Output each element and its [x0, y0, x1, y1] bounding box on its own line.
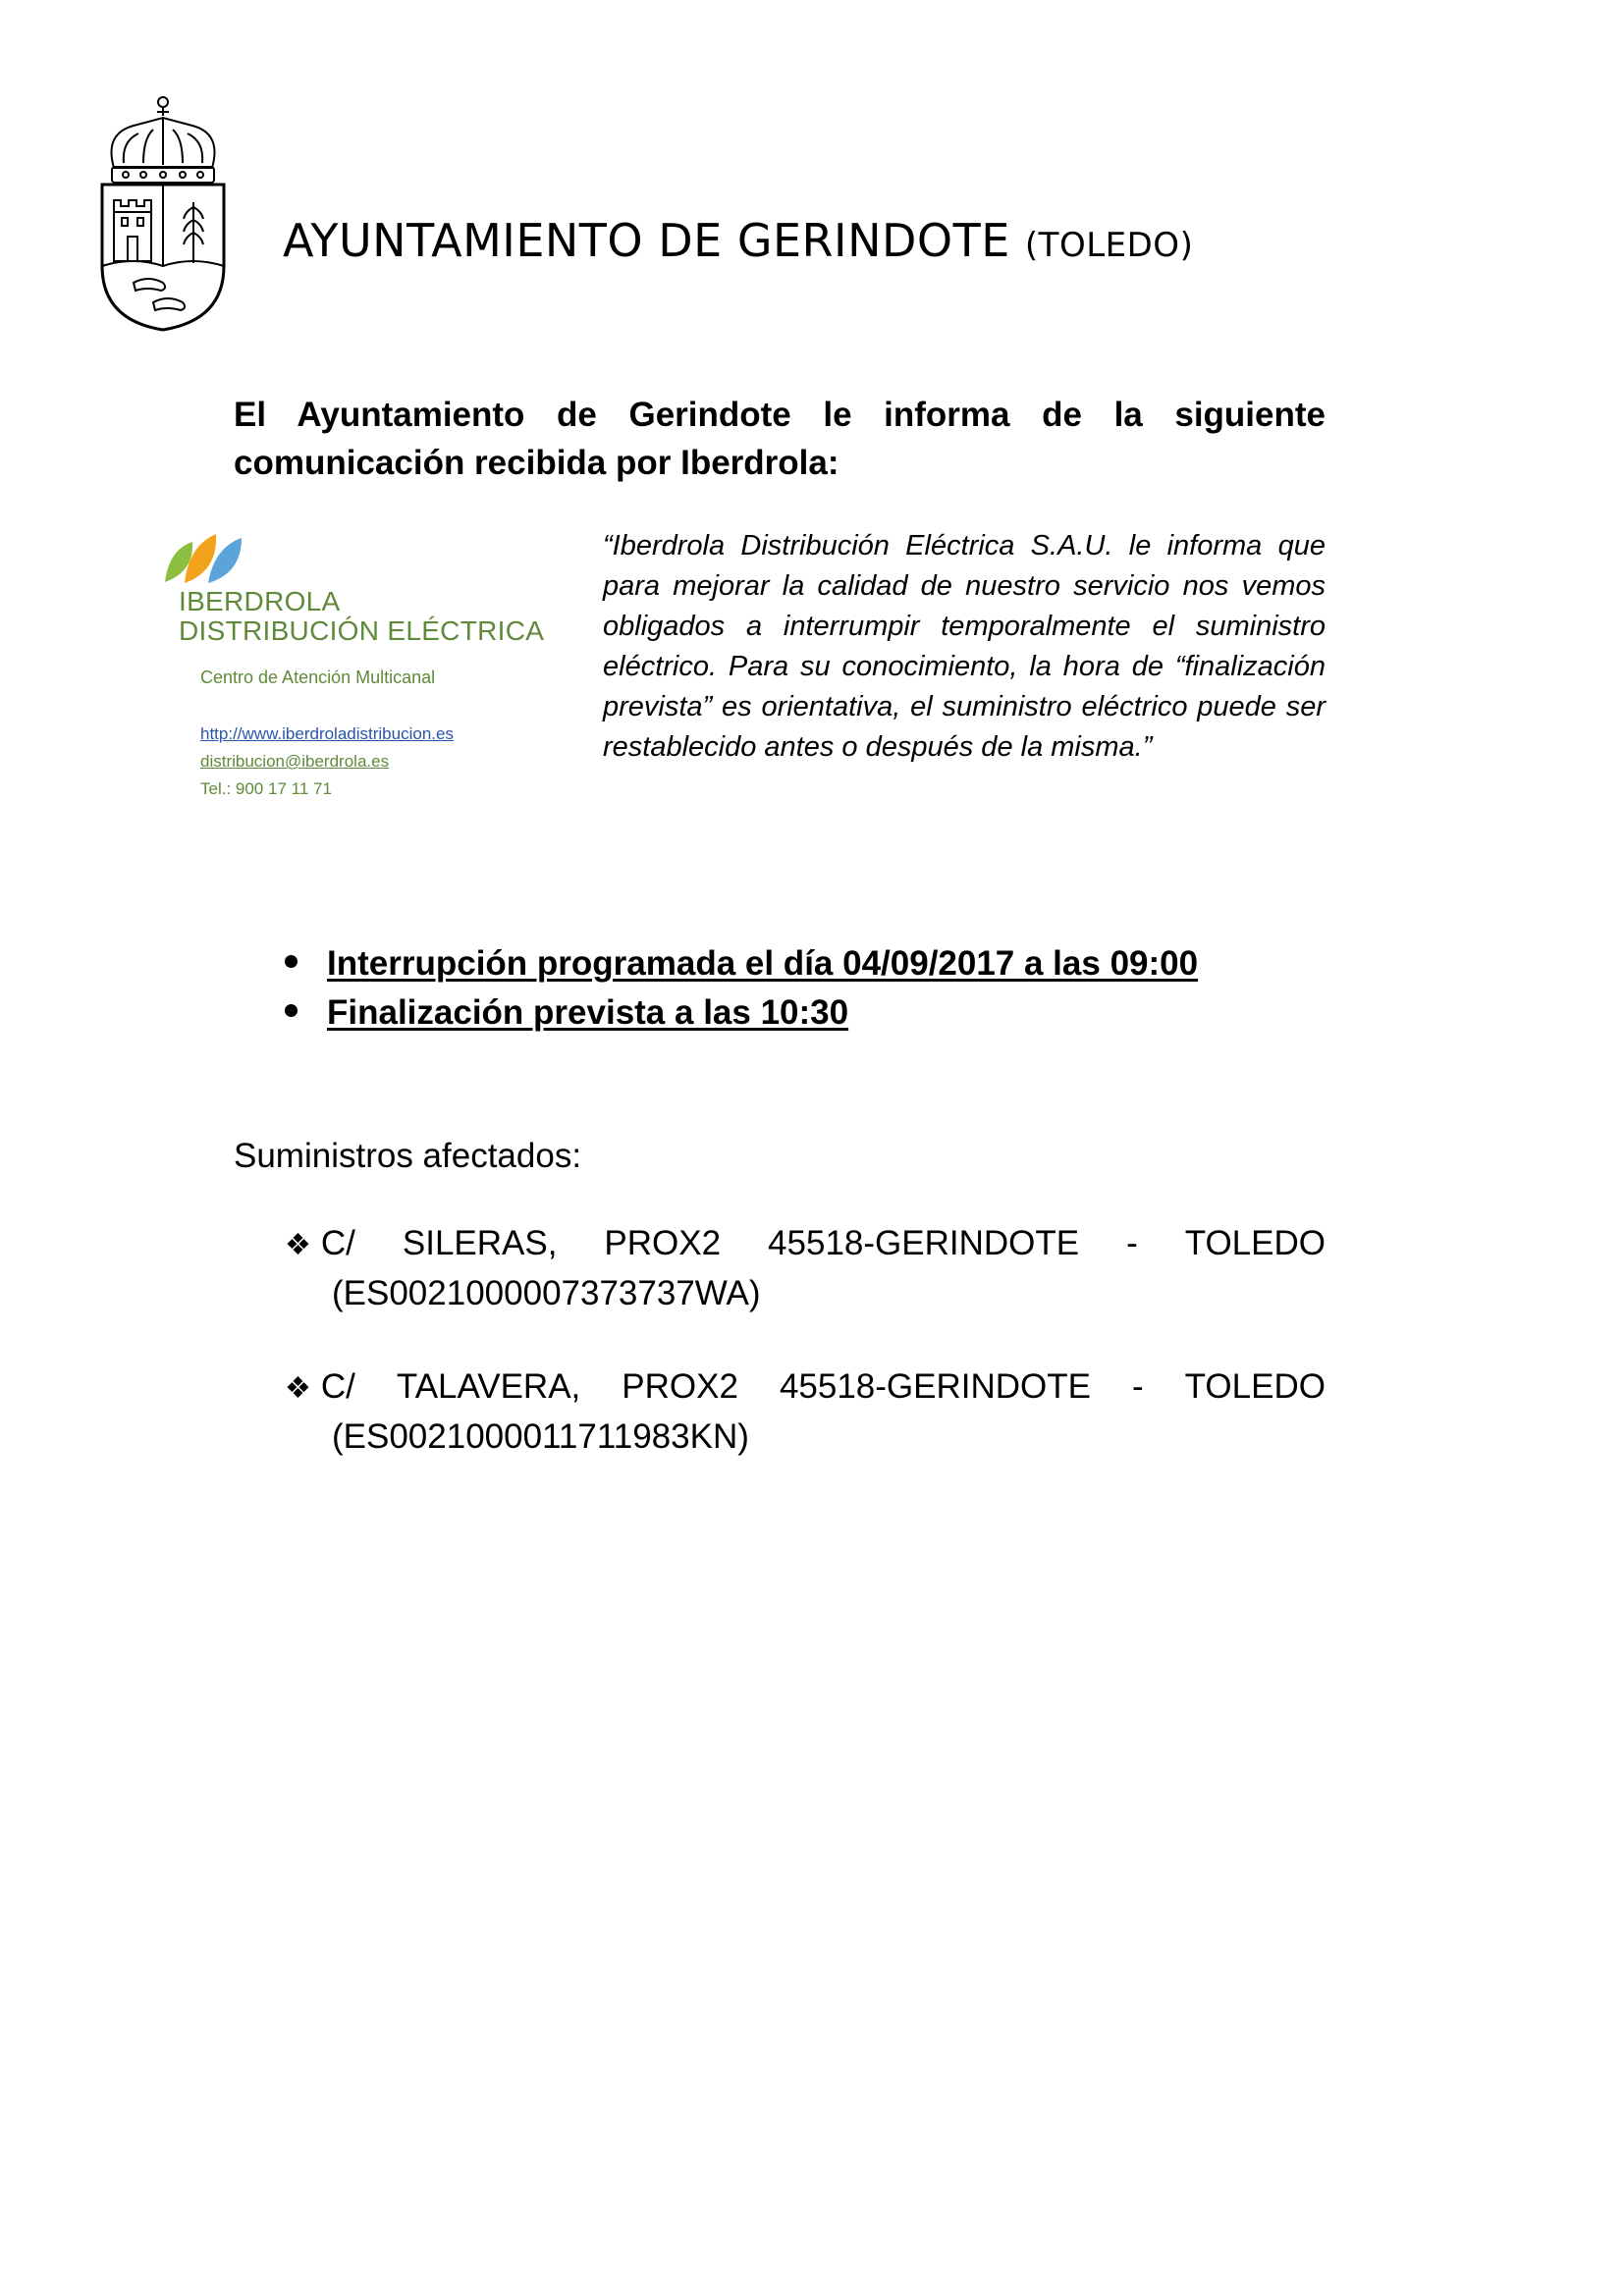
supply-part: TOLEDO [1184, 1224, 1326, 1262]
coat-of-arms-logo [94, 94, 232, 332]
supply-code: (ES0021000011711983KN) [332, 1417, 749, 1456]
iberdrola-phone: Tel.: 900 17 11 71 [200, 779, 332, 798]
supply-part: PROX2 [604, 1224, 722, 1262]
supply-part: 45518-GERINDOTE [768, 1224, 1080, 1262]
iberdrola-email-link[interactable]: distribucion@iberdrola.es [200, 752, 390, 771]
iberdrola-quote: “Iberdrola Distribución Eléctrica S.A.U. le informa que para mejorar la calidad de nuestro servicio nos vemos obligados a interrumpir temporalmente el suministro eléctrico. Para su conocimiento, la hora de “finalización prevista” es orientativa, el suministro eléctrico puede ser restablecido antes o después de la misma.” [603, 530, 1326, 763]
title-text: AYUNTAMIENTO DE GERINDOTE [283, 214, 1010, 267]
iberdrola-web-link[interactable]: http://www.iberdroladistribucion.es [200, 724, 454, 743]
bullet-icon [285, 955, 298, 968]
iberdrola-centro: Centro de Atención Multicanal [200, 667, 436, 687]
iberdrola-name-line2: DISTRIBUCIÓN ELÉCTRICA [179, 615, 545, 646]
supply-code: (ES0021000007373737WA) [332, 1274, 761, 1312]
bullet-icon [285, 1004, 298, 1017]
iberdrola-name-line1: IBERDROLA [179, 586, 341, 616]
intro-paragraph [234, 391, 1326, 487]
supply-part: SILERAS, [402, 1224, 558, 1262]
supply-part: C/ [320, 1224, 355, 1262]
supply-item [285, 1362, 1326, 1461]
schedule-item-interruption [285, 944, 1198, 984]
supply-part: - [1132, 1367, 1144, 1406]
supply-item [285, 1219, 1326, 1317]
diamond-bullet-icon: ❖ [285, 1372, 311, 1405]
intro-line-1: El Ayuntamiento de Gerindote le informa de la siguiente [234, 396, 1326, 434]
intro-line-2: comunicación recibida por Iberdrola: [234, 444, 839, 482]
schedule-text: Interrupción programada el día 04/09/2017 a las 09:00 [327, 944, 1199, 983]
supply-part: TOLEDO [1184, 1367, 1326, 1406]
supply-part: C/ [320, 1367, 355, 1406]
supply-part: TALAVERA, [396, 1367, 581, 1406]
supply-part: PROX2 [622, 1367, 738, 1406]
supply-part: 45518-GERINDOTE [779, 1367, 1091, 1406]
diamond-bullet-icon: ❖ [285, 1229, 311, 1261]
supplies-title: Suministros afectados: [234, 1137, 582, 1175]
schedule-text: Finalización prevista a las 10:30 [327, 993, 849, 1032]
supply-part: - [1126, 1224, 1138, 1262]
schedule-item-end [285, 993, 848, 1033]
page-title [283, 214, 1193, 267]
province-text: (TOLEDO) [1024, 226, 1194, 265]
